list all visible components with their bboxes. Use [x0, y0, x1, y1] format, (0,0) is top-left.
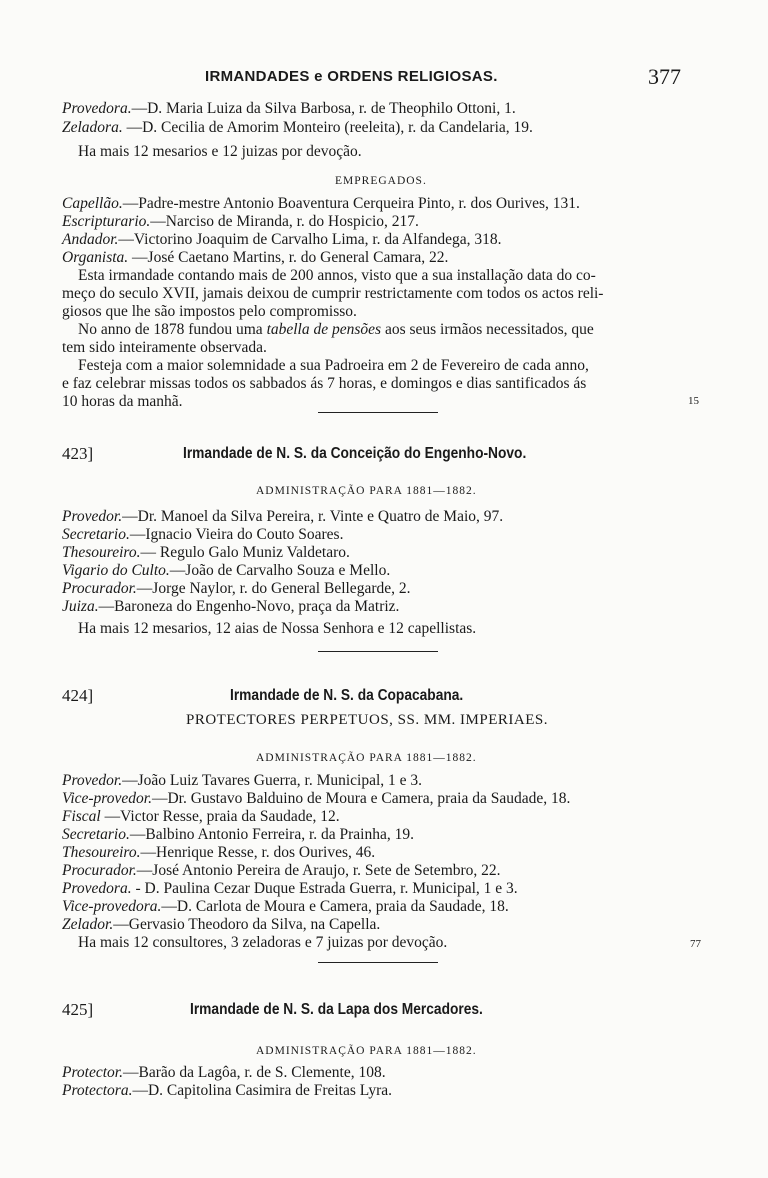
entry-423-vigario: Vigario do Culto.—João de Carvalho Souza e Mello.: [62, 562, 391, 579]
empregados-heading: EMPREGADOS.: [335, 175, 427, 187]
paragraph-festivities-line2: e faz celebrar missas todos os sabbados ás 7 horas, e domingos e dias santificados ás: [62, 375, 587, 392]
section-title-424: Irmandade de N. S. da Copacabana.: [230, 687, 464, 704]
admin-heading-423: ADMINISTRAÇÃO PARA 1881—1882.: [256, 485, 477, 497]
section-divider: [318, 412, 438, 413]
paragraph-pensions-line1: No anno de 1878 fundou uma tabella de pensões aos seus irmãos necessitados, que: [78, 321, 594, 338]
section-divider: [318, 962, 438, 963]
section-title-425: Irmandade de N. S. da Lapa dos Mercadores.: [190, 1001, 483, 1018]
entry-424-vice-provedora: Vice-provedora.—D. Carlota de Moura e Camera, praia da Saudade, 18.: [62, 898, 509, 915]
paragraph-festivities-line3: 10 horas da manhã.: [62, 393, 183, 410]
margin-note: 77: [690, 938, 701, 950]
entry-424-thesoureiro: Thesoureiro.—Henrique Resse, r. dos Ourives, 46.: [62, 844, 376, 861]
section-note-424: Ha mais 12 consultores, 3 zeladoras e 7 juizas por devoção.: [78, 934, 448, 951]
entry-escripturario: Escripturario.—Narciso de Miranda, r. do Hospicio, 217.: [62, 213, 419, 230]
paragraph-history-line3: giosos que lhe são impostos pelo compromisso.: [62, 303, 357, 320]
paragraph-history-line2: meço do seculo XVII, jamais deixou de cumprir restrictamente com todos os actos reli-: [62, 285, 604, 302]
mesarios-note: Ha mais 12 mesarios e 12 juizas por devoção.: [78, 143, 362, 160]
entry-423-procurador: Procurador.—Jorge Naylor, r. do General Bellegarde, 2.: [62, 580, 411, 597]
admin-heading-425: ADMINISTRAÇÃO PARA 1881—1882.: [256, 1045, 477, 1057]
entry-424-provedor: Provedor.—João Luiz Tavares Guerra, r. Municipal, 1 e 3.: [62, 772, 423, 789]
entry-zeladora: Zeladora. —D. Cecilia de Amorim Monteiro (reeleita), r. da Candelaria, 19.: [62, 119, 533, 136]
margin-note: 15: [688, 395, 699, 407]
entry-424-fiscal: Fiscal —Victor Resse, praia da Saudade, 12.: [62, 808, 340, 825]
running-header-title: IRMANDADES e ORDENS RELIGIOSAS.: [205, 68, 498, 85]
paragraph-history-line1: Esta irmandade contando mais de 200 annos, visto que a sua installação data do co-: [78, 267, 596, 284]
entry-424-vice-provedor: Vice-provedor.—Dr. Gustavo Balduino de Moura e Camera, praia da Saudade, 18.: [62, 790, 571, 807]
section-number-425: 425]: [62, 1000, 94, 1019]
section-divider: [318, 651, 438, 652]
entry-424-secretario: Secretario.—Balbino Antonio Ferreira, r. da Prainha, 19.: [62, 826, 414, 843]
entry-424-procurador: Procurador.—José Antonio Pereira de Araujo, r. Sete de Setembro, 22.: [62, 862, 501, 879]
entry-provedora: Provedora.—D. Maria Luiza da Silva Barbosa, r. de Theophilo Ottoni, 1.: [62, 100, 516, 117]
entry-423-juiza: Juiza.—Baroneza do Engenho-Novo, praça da Matriz.: [62, 598, 400, 615]
entry-424-zelador: Zelador.—Gervasio Theodoro da Silva, na Capella.: [62, 916, 381, 933]
section-note-423: Ha mais 12 mesarios, 12 aias de Nossa Senhora e 12 capellistas.: [78, 620, 477, 637]
entry-organista: Organista. —José Caetano Martins, r. do General Camara, 22.: [62, 249, 449, 266]
page-number: 377: [648, 64, 681, 89]
admin-heading-424: ADMINISTRAÇÃO PARA 1881—1882.: [256, 752, 477, 764]
section-number-423: 423]: [62, 444, 94, 463]
section-number-424: 424]: [62, 686, 94, 705]
entry-andador: Andador.—Victorino Joaquim de Carvalho Lima, r. da Alfandega, 318.: [62, 231, 502, 248]
paragraph-festivities-line1: Festeja com a maior solemnidade a sua Padroeira em 2 de Fevereiro de cada anno,: [78, 357, 589, 374]
entry-capellao: Capellão.—Padre-mestre Antonio Boaventura Cerqueira Pinto, r. dos Ourives, 131.: [62, 195, 580, 212]
section-title-423: Irmandade de N. S. da Conceição do Engenho-Novo.: [183, 445, 527, 462]
entry-423-provedor: Provedor.—Dr. Manoel da Silva Pereira, r. Vinte e Quatro de Maio, 97.: [62, 508, 504, 525]
section-subtitle-424: PROTECTORES PERPETUOS, SS. MM. IMPERIAES.: [186, 712, 548, 728]
entry-423-thesoureiro: Thesoureiro.— Regulo Galo Muniz Valdetaro.: [62, 544, 350, 561]
entry-423-secretario: Secretario.—Ignacio Vieira do Couto Soares.: [62, 526, 344, 543]
entry-425-protector: Protector.—Barão da Lagôa, r. de S. Clemente, 108.: [62, 1064, 386, 1081]
entry-425-protectora: Protectora.—D. Capitolina Casimira de Freitas Lyra.: [62, 1082, 393, 1099]
paragraph-pensions-line2: tem sido inteiramente observada.: [62, 339, 267, 356]
entry-424-provedora: Provedora. - D. Paulina Cezar Duque Estrada Guerra, r. Municipal, 1 e 3.: [62, 880, 518, 897]
